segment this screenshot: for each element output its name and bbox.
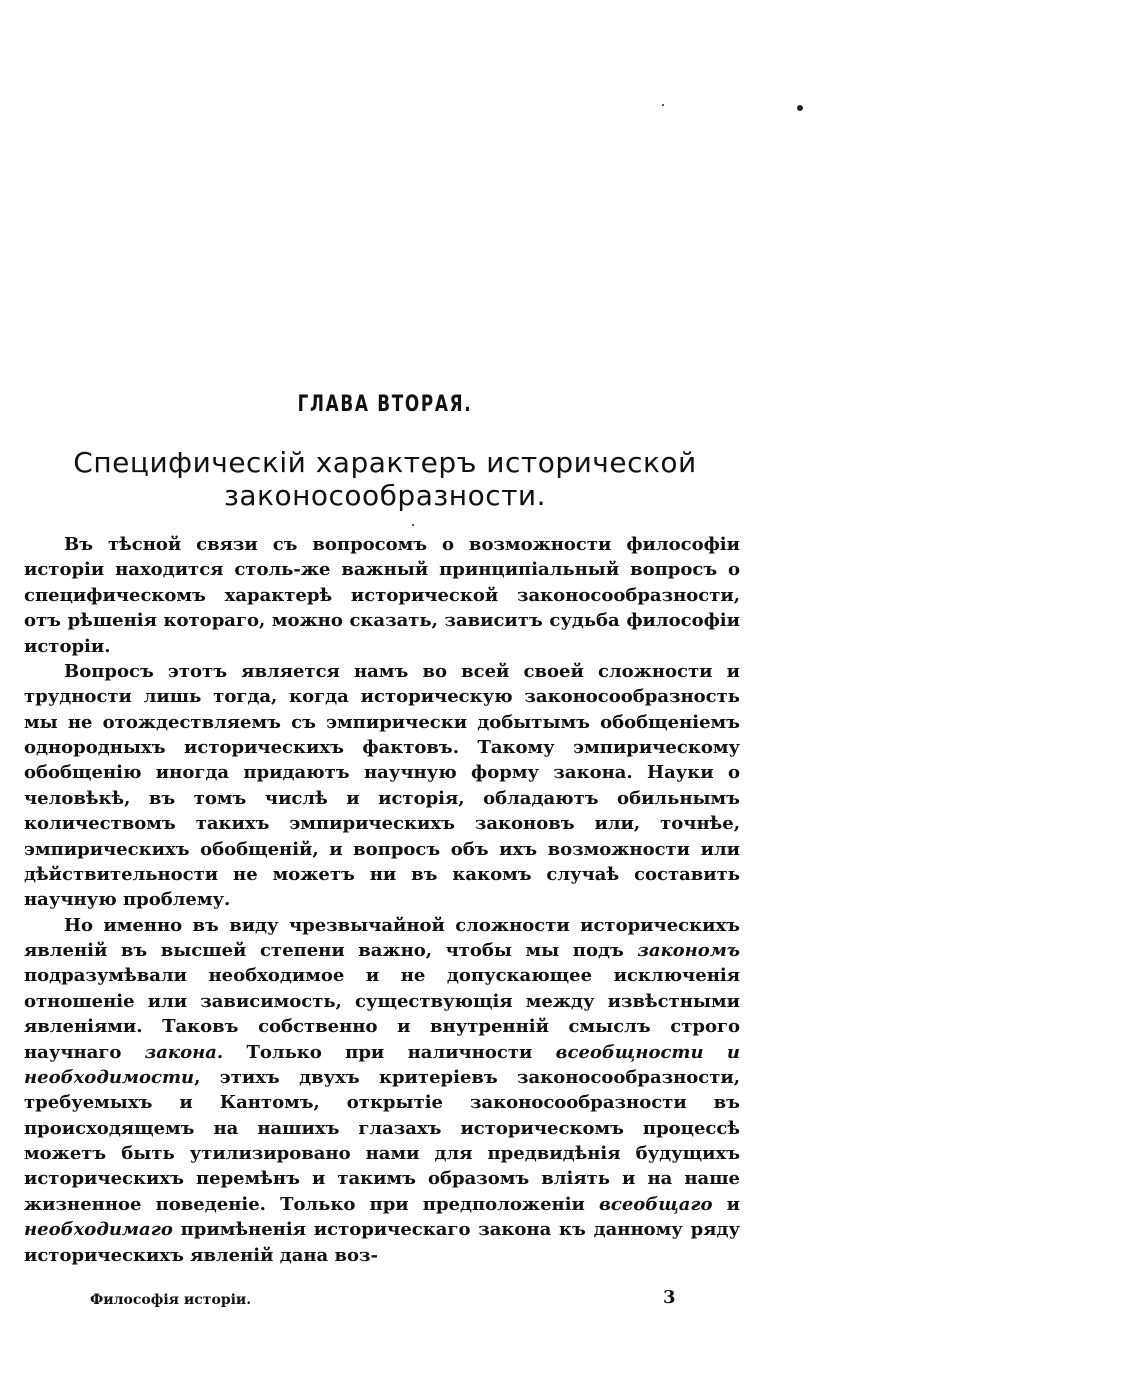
paragraph-3-text: подразумѣвали необходимое и не допускающее исключенія отношеніе или зависимость, существующія между извѣстными явленіями. Таковъ собственно и внутренній смыслъ строго научнаго	[24, 965, 740, 1063]
print-speck	[797, 105, 803, 111]
paragraph-3-text: Но именно въ виду чрезвычайной сложности историческихъ явленій въ высшей степени важно, чтобы мы подъ	[24, 914, 740, 961]
chapter-heading: ГЛАВА ВТОРАЯ.	[297, 392, 473, 417]
chapter-title-line-1: Специфическій характеръ исторической	[73, 446, 697, 479]
paragraph-3-emphasis: закона.	[144, 1041, 224, 1063]
chapter-title	[30, 446, 740, 512]
paragraph-3-text: и	[712, 1193, 741, 1215]
paragraph-1: Въ тѣсной связи съ вопросомъ о возможности философіи исторіи находится столь-же важный принципіальный вопросъ о специфическомъ характерѣ исторической законосообразности, отъ рѣшенія котораго, можно сказать, зависитъ судьба философіи исторіи.	[24, 534, 740, 657]
paragraph-3-emphasis: закономъ	[637, 940, 740, 961]
body-text	[24, 532, 740, 1268]
chapter-title-line-2: законосообразности.	[223, 479, 546, 512]
print-speck	[412, 524, 414, 526]
print-speck	[662, 104, 664, 106]
footer-book-title: Философія исторіи.	[90, 1292, 252, 1308]
paragraph-3-text: , этихъ двухъ критеріевъ законосообразности, требуемыхъ и Кантомъ, открытіе законосообразности въ происходящемъ на нашихъ глазахъ историческомъ процессѣ можетъ быть утилизировано нами для предвидѣнія будущихъ историческихъ перемѣнъ и такимъ образомъ вліять и на наше жизненное поведеніе. Только при предположеніи	[24, 1066, 740, 1215]
paragraph-3-emphasis: всеобщаго	[599, 1193, 713, 1215]
paragraph-3-text: Только при наличности	[223, 1041, 556, 1063]
paragraph-3-emphasis: всеобщности и необходимости	[24, 1041, 740, 1088]
paragraph-3-text: примѣненія историческаго закона къ данному ряду историческихъ явленій дана воз-	[24, 1219, 740, 1266]
paragraph-2: Вопросъ этотъ является намъ во всей своей сложности и трудности лишь тогда, когда историческую законосообразность мы не отождествляемъ съ эмпирически добытымъ обобщеніемъ однородныхъ историческихъ фактовъ. Такому эмпирическому обобщенію иногда придаютъ научную форму закона. Науки о человѣкѣ, въ томъ числѣ и исторія, обладаютъ обильнымъ количествомъ такихъ эмпирическихъ законовъ или, точнѣе, эмпирическихъ обобщеній, и вопросъ объ ихъ возможности или дѣйствительности не можетъ ни въ какомъ случаѣ составить научную проблему.	[24, 660, 740, 911]
paragraph-3-emphasis: необходимаго	[24, 1219, 173, 1241]
paragraph-3	[24, 913, 740, 1268]
footer-signature-mark: 3	[663, 1287, 676, 1308]
